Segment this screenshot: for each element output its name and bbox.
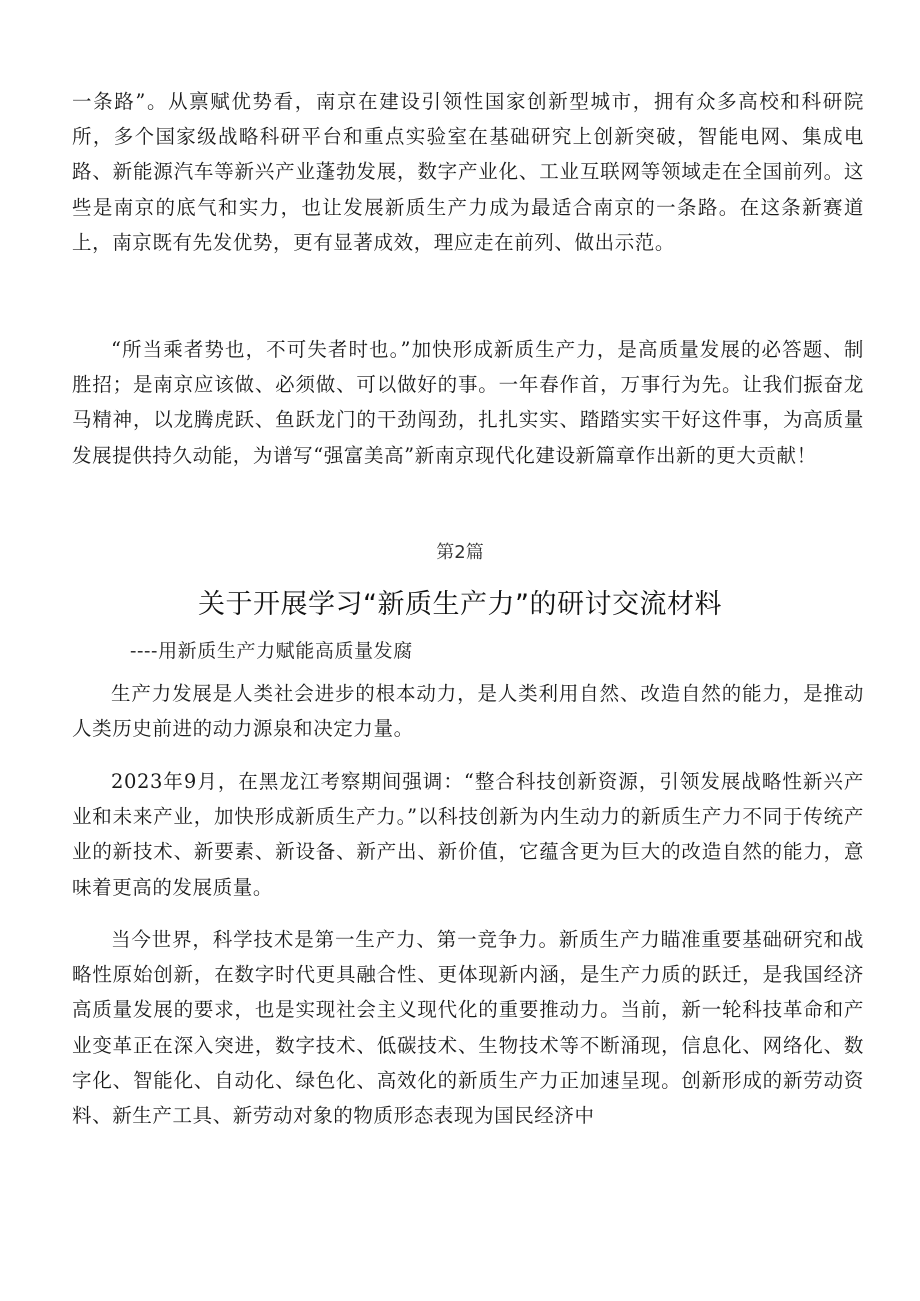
paragraph-science-technology: 当今世界，科学技术是第一生产力、第一竞争力。新质生产力瞄准重要基础研究和战略性原始创新，在数字时代更具融合性、更体现新内涵，是生产力质的跃迁，是我国经济高质量发展的要求，也是实现社会主义现代化的重要推动力。当前，新一轮科技革命和产业变革正在深入突进，数字技术、低碳技术、生物技术等不断涌现，信息化、网络化、数字化、智能化、自动化、绿色化、高效化的新质生产力正加速呈现。创新形成的新劳动资料、新生产工具、新劳动对象的物质形态表现为国民经济中 xyxy=(72,928,864,1128)
paragraph-nanjing-advantages: 一条路”。从禀赋优势看，南京在建设引领性国家创新型城市，拥有众多高校和科研院所，多个国家级战略科研平台和重点实验室在基础研究上创新突破，智能电网、集成电路、新能源汽车等新兴产业蓬勃发展，数字产业化、工业互联网等领域走在全国前列。这些是南京的底气和实力，也让发展新质生产力成为最适合南京的一条路。在这条新赛道上，南京既有先发优势，更有显著成效，理应走在前列、做出示范。 xyxy=(72,90,864,254)
paragraph-productivity-definition: 生产力发展是人类社会进步的根本动力，是人类利用自然、改造自然的能力，是推动人类历史前进的动力源泉和决定力量。 xyxy=(72,682,864,741)
paragraph-heilongjiang-inspection: 2023年9月，在黑龙江考察期间强调：“整合科技创新资源，引领发展战略性新兴产业和未来产业，加快形成新质生产力。”以科技创新为内生动力的新质生产力不同于传统产业的新技术、新要素、新设备、新产出、新价值，它蕴含更为巨大的改造自然的能力，意味着更高的发展质量。 xyxy=(72,770,864,899)
document-subtitle: ----用新质生产力赋能高质量发腐 xyxy=(130,640,413,662)
section-label: 第2篇 xyxy=(436,542,484,563)
paragraph-seize-momentum: “所当乘者势也，不可失者时也。”加快形成新质生产力，是高质量发展的必答题、制胜招；是南京应该做、必须做、可以做好的事。一年春作首，万事行为先。让我们振奋龙马精神，以龙腾虎跃、鱼跃龙门的干劲闯劲，扎扎实实、踏踏实实干好这件事，为高质量发展提供持久动能，为谱写“强富美高”新南京现代化建设新篇章作出新的更大贡献！ xyxy=(72,338,864,467)
document-title: 关于开展学习“新质生产力”的研讨交流材料 xyxy=(198,589,722,620)
